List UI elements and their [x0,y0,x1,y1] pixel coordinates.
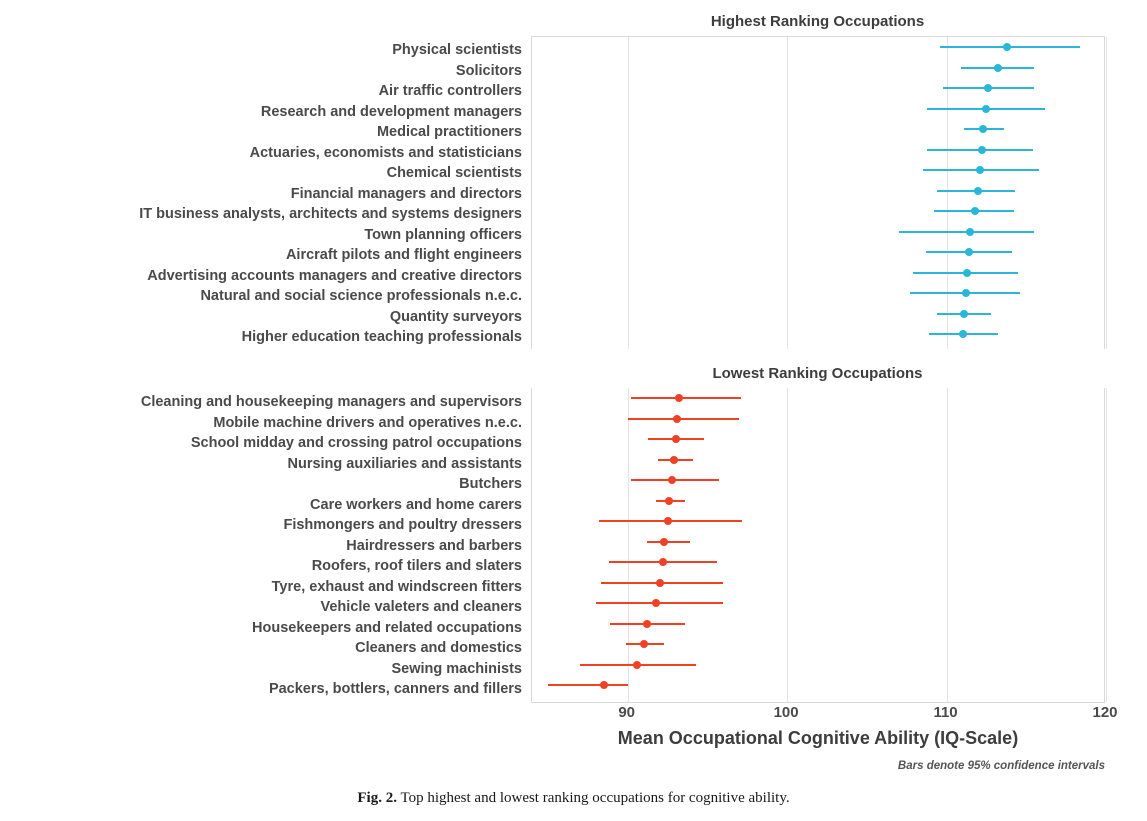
data-row [532,552,1104,573]
gridline [1106,388,1107,702]
data-point-marker [659,558,667,566]
data-point-marker [673,415,681,423]
data-row [532,58,1104,79]
data-row [532,283,1104,304]
data-row [532,160,1104,181]
category-label: Natural and social science professionals n.e.c. [200,288,522,304]
figure-caption-text: Top highest and lowest ranking occupations for cognitive ability. [396,790,790,806]
confidence-interval-bar [647,541,690,543]
data-row [532,242,1104,263]
data-row [532,409,1104,430]
data-point-marker [643,620,651,628]
data-row [532,37,1104,58]
data-row [532,388,1104,409]
category-label: Physical scientists [392,42,522,58]
figure-caption-label: Fig. 2. [357,790,397,806]
x-axis-tick-label: 90 [618,704,635,721]
category-label: Aircraft pilots and flight engineers [285,247,522,263]
data-point-marker [675,394,683,402]
category-label: Medical practitioners [376,124,522,140]
category-label: Chemical scientists [386,165,522,181]
x-axis-ticks [531,704,1118,728]
category-label: IT business analysts, architects and systems designers [139,206,522,222]
data-point-marker [976,166,984,174]
category-label: Care workers and home carers [310,496,522,513]
data-row [532,201,1104,222]
category-label: Actuaries, economists and statisticians [249,144,522,161]
confidence-interval-bar [628,418,740,420]
category-label: Cleaning and housekeeping managers and supervisors [140,394,522,410]
data-point-marker [670,456,678,464]
data-point-marker [652,599,660,607]
category-label: Mobile machine drivers and operatives n.e.c. [213,414,522,431]
category-label: Tyre, exhaust and windscreen fitters [271,578,522,595]
category-label: Nursing auxiliaries and assistants [287,455,522,472]
data-row [532,119,1104,140]
gridline [1106,37,1107,349]
data-row [532,675,1104,696]
data-row [532,324,1104,345]
data-point-marker [982,105,990,113]
data-row [532,181,1104,202]
confidence-interval-note: Bars denote 95% confidence intervals [897,760,1105,772]
category-label: Advertising accounts managers and creative directors [147,267,522,284]
data-row [532,140,1104,161]
data-row [532,655,1104,676]
data-point-marker [979,125,987,133]
data-point-marker [664,517,672,525]
category-label: Packers, bottlers, canners and fillers [268,681,522,697]
plot-area-highest [531,36,1105,349]
data-point-marker [971,207,979,215]
category-label: Hairdressers and barbers [346,537,522,554]
category-label: Roofers, roof tilers and slaters [311,558,522,574]
category-label: Financial managers and directors [290,185,522,202]
data-row [532,450,1104,471]
data-row [532,573,1104,594]
category-label: Quantity surveyors [389,308,522,325]
data-point-marker [600,681,608,689]
category-label: Vehicle valeters and cleaners [320,599,522,615]
data-point-marker [984,84,992,92]
data-row [532,222,1104,243]
data-point-marker [1003,43,1011,51]
data-point-marker [959,330,967,338]
data-row [532,429,1104,450]
data-row [532,263,1104,284]
data-row [532,304,1104,325]
category-label: Higher education teaching professionals [241,329,522,345]
data-point-marker [974,187,982,195]
panel-highest-ranking [0,0,1147,360]
category-label: Fishmongers and poultry dressers [283,517,522,533]
data-row [532,634,1104,655]
data-point-marker [672,435,680,443]
category-label: Solicitors [455,62,522,79]
data-point-marker [965,248,973,256]
data-row [532,470,1104,491]
data-point-marker [963,269,971,277]
data-row [532,532,1104,553]
data-point-marker [668,476,676,484]
data-point-marker [962,289,970,297]
panel-title-highest: Highest Ranking Occupations [710,13,925,30]
data-point-marker [660,538,668,546]
confidence-interval-bar [631,397,741,399]
category-label: Research and development managers [260,103,522,120]
category-label: Air traffic controllers [378,83,522,99]
data-point-marker [665,497,673,505]
category-labels-lowest [0,392,522,700]
panel-lowest-ranking [0,360,1147,710]
data-point-marker [978,146,986,154]
category-label: Butchers [459,476,522,492]
data-row [532,491,1104,512]
x-axis-tick-label: 100 [773,704,799,721]
data-point-marker [640,640,648,648]
x-axis-tick-label: 110 [933,704,958,721]
category-labels-highest [0,40,522,348]
x-axis-title: Mean Occupational Cognitive Ability (IQ-Scale) [617,728,1019,748]
data-point-marker [656,579,664,587]
data-row [532,99,1104,120]
category-label: Housekeepers and related occupations [252,619,522,636]
x-axis-tick-label: 120 [1092,704,1118,721]
category-label: Cleaners and domestics [355,640,522,656]
plot-area-lowest [531,388,1105,703]
data-point-marker [994,64,1002,72]
confidence-interval-bar [548,684,628,686]
category-label: Sewing machinists [391,660,522,677]
data-point-marker [960,310,968,318]
data-row [532,511,1104,532]
figure-caption [0,790,1147,807]
data-point-marker [966,228,974,236]
data-row [532,614,1104,635]
data-row [532,593,1104,614]
data-point-marker [633,661,641,669]
data-row [532,78,1104,99]
category-label: School midday and crossing patrol occupations [190,435,522,451]
panel-title-lowest: Lowest Ranking Occupations [712,365,923,382]
category-label: Town planning officers [364,226,522,243]
